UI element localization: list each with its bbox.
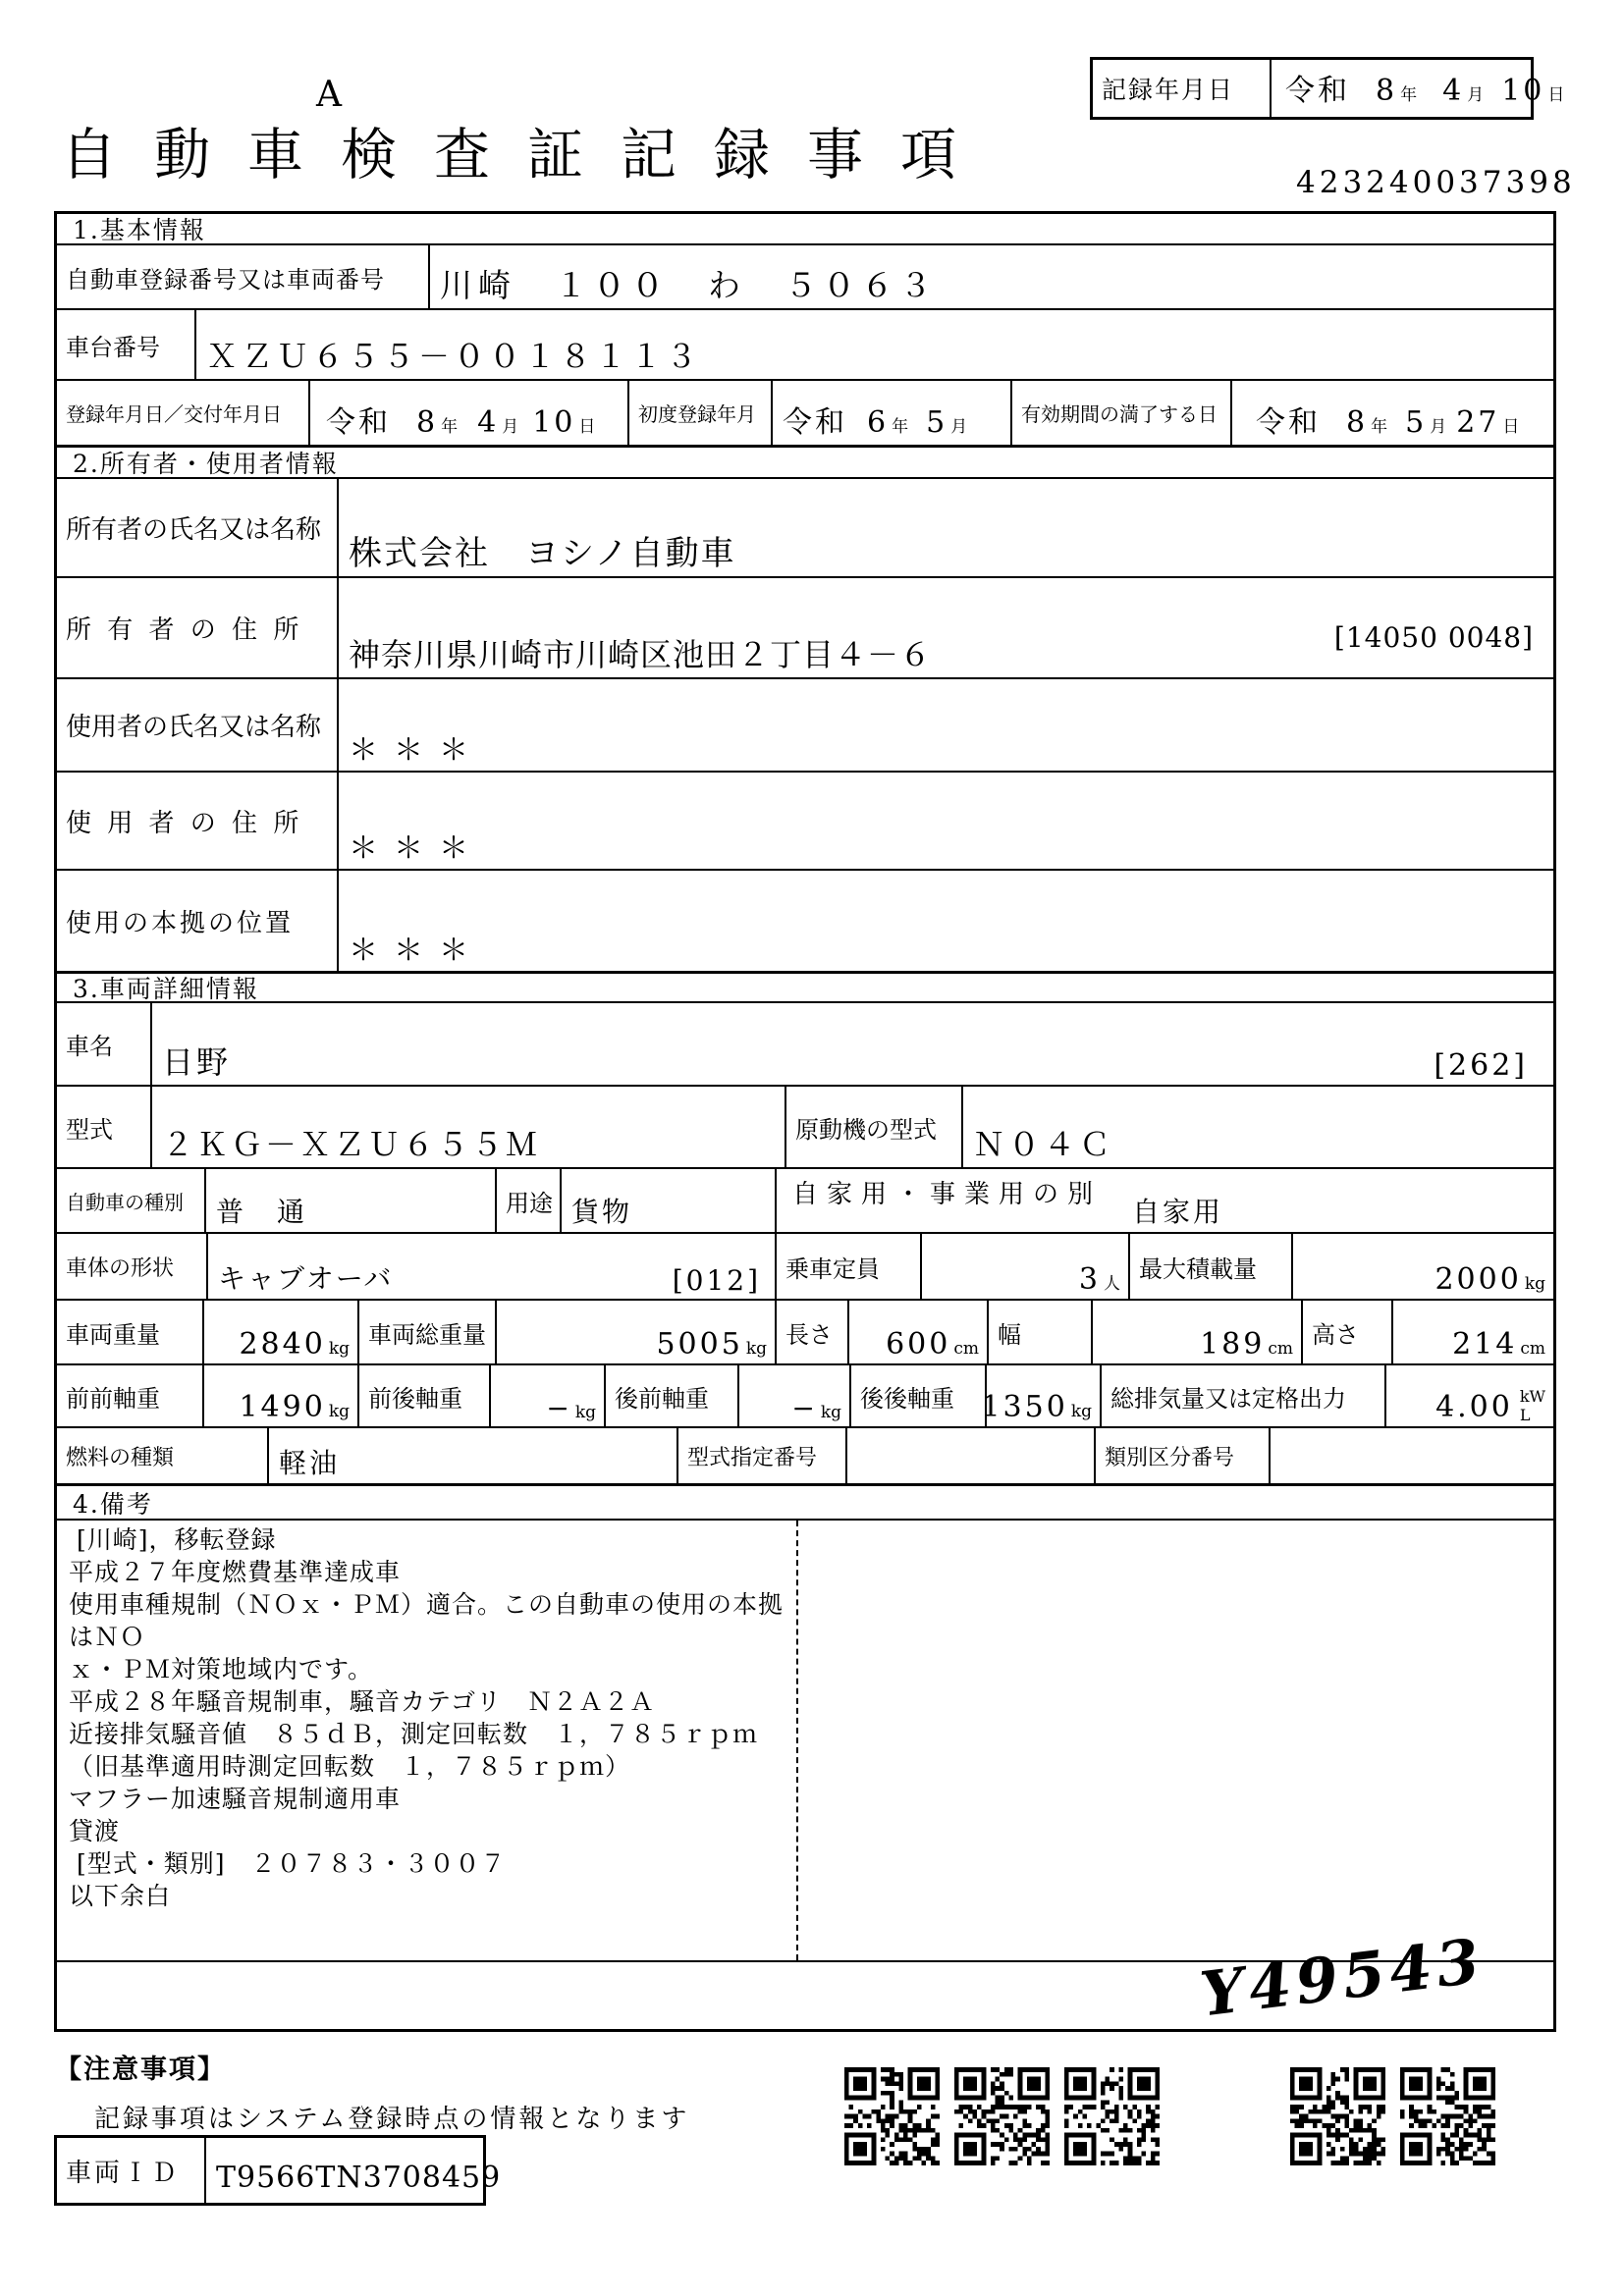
section-vehicle-title: 3.車両詳細情報 <box>57 974 1553 1003</box>
qr-code-group-left <box>844 2067 1160 2165</box>
remarks-line: 平成２８年騒音規制車，騒音カテゴリ Ｎ２Ａ２Ａ <box>69 1687 656 1716</box>
row-user-name <box>57 679 1553 773</box>
use-value: 貨物 <box>571 1196 633 1228</box>
height-label: 高さ <box>1303 1301 1393 1363</box>
owner-address-code: [14050 0048] <box>1333 621 1534 654</box>
body-shape-value: キャブオーバ <box>218 1262 394 1295</box>
row-dates <box>57 381 1553 445</box>
row-axle-weights <box>57 1365 1553 1428</box>
row-owner-name <box>57 479 1553 578</box>
row-fuel <box>57 1428 1553 1483</box>
plate-value: 川崎 １００ わ ５０６３ <box>440 266 938 304</box>
gross-weight-label: 車両総重量 <box>359 1301 497 1363</box>
row-owner-address <box>57 578 1553 679</box>
axle-fr-value: − kg <box>546 1392 596 1424</box>
page-marker: A <box>316 75 342 115</box>
chassis-value: ＸＺＵ６５５－００１８１１３ <box>206 338 702 375</box>
axle-rr-value: 1350 kg <box>981 1390 1092 1424</box>
displacement-label: 総排気量又は定格出力 <box>1102 1365 1386 1426</box>
remarks-line: ｘ・ＰＭ対策地域内です。 <box>69 1655 374 1683</box>
length-value: 600 cm <box>886 1327 979 1362</box>
body-shape-label: 車体の形状 <box>57 1234 208 1299</box>
private-business-value: 自家用 <box>1132 1196 1224 1228</box>
expiry-label: 有効期間の満了する日 <box>1012 381 1232 445</box>
certificate-form <box>54 211 1556 2032</box>
axle-rr-label: 後後軸重 <box>851 1365 987 1426</box>
axle-ff-label: 前前軸重 <box>57 1365 204 1426</box>
capacity-label: 乗車定員 <box>777 1234 922 1299</box>
vehicle-name-value: 日野 <box>162 1043 232 1081</box>
displacement-value: 4.00 kW L <box>1435 1387 1545 1424</box>
row-base-location <box>57 871 1553 971</box>
record-date-era: 令和 <box>1285 74 1350 108</box>
vehicle-id-label: 車両ＩＤ <box>57 2138 206 2203</box>
row-plate <box>57 245 1553 310</box>
qr-code <box>954 2067 1050 2165</box>
page-title: 自動車検査証記録事項 <box>61 123 994 187</box>
model-value: ２ＫＧ－ＸＺＵ６５５Ｍ <box>162 1126 541 1163</box>
row-model <box>57 1087 1553 1169</box>
expiry-value: 令和 8 年 5 月 27 日 <box>1256 405 1520 440</box>
record-date-month: 4 <box>1442 74 1465 108</box>
row-user-address <box>57 773 1553 871</box>
document-number: 423240037398 <box>1296 165 1576 200</box>
fuel-label: 燃料の種類 <box>57 1428 269 1483</box>
first-reg-value: 令和 6 年 5 月 <box>783 405 968 440</box>
model-label: 型式 <box>57 1087 152 1167</box>
qr-code <box>844 2067 940 2165</box>
record-date-box <box>1090 57 1565 120</box>
reg-date-label: 登録年月日／交付年月日 <box>57 381 310 445</box>
engine-model-value: Ｎ０４Ｃ <box>973 1126 1115 1163</box>
remarks-line: [川崎]，移転登録 <box>77 1525 277 1554</box>
row-weights-dimensions <box>57 1301 1553 1365</box>
record-date-value: 令和 8 年 4 月 10 日 <box>1285 74 1565 108</box>
section-remarks-title: 4.備考 <box>57 1486 1553 1521</box>
row-body-capacity <box>57 1234 1553 1301</box>
length-label: 長さ <box>777 1301 849 1363</box>
user-address-value: ＊＊＊ <box>349 831 484 866</box>
row-kind-use <box>57 1169 1553 1234</box>
height-value: 214 cm <box>1452 1327 1545 1362</box>
width-label: 幅 <box>989 1301 1093 1363</box>
engine-model-label: 原動機の型式 <box>786 1087 963 1167</box>
type-cert-label: 型式指定番号 <box>678 1428 847 1483</box>
remarks-line: （旧基準適用時測定回転数 １，７８５ｒｐｍ） <box>69 1752 631 1781</box>
notice-body: 記録事項はシステム登録時点の情報となります <box>94 2105 690 2134</box>
section-basic <box>57 214 1553 445</box>
capacity-value: 3 人 <box>1078 1262 1120 1297</box>
user-name-label: 使用者の氏名又は名称 <box>57 679 339 771</box>
section-remarks <box>57 1483 1553 2029</box>
record-date-year: 8 <box>1376 74 1398 108</box>
use-label: 用途 <box>497 1169 562 1232</box>
remarks-line: 貸渡 <box>69 1817 121 1845</box>
section-owner <box>57 445 1553 971</box>
row-vehicle-name <box>57 1003 1553 1087</box>
weight-label: 車両重量 <box>57 1301 204 1363</box>
payload-value: 2000 kg <box>1435 1262 1545 1297</box>
owner-name-value: 株式会社 ヨシノ自動車 <box>349 534 736 573</box>
axle-fr-label: 前後軸重 <box>359 1365 491 1426</box>
gross-weight-value: 5005 kg <box>656 1327 767 1362</box>
qr-code <box>1064 2067 1160 2165</box>
remarks-dashed-divider <box>796 1521 798 1960</box>
vehicle-id-box <box>54 2135 502 2206</box>
remarks-line: 以下余白 <box>69 1882 172 1910</box>
user-address-label: 使 用 者 の 住 所 <box>57 773 339 869</box>
handwritten-mark: Y49543 <box>1196 1924 1489 2031</box>
record-date-day: 10 <box>1501 74 1545 108</box>
section-vehicle <box>57 971 1553 1483</box>
reg-date-value: 令和 8 年 4 月 10 日 <box>326 405 596 440</box>
fuel-value: 軽油 <box>279 1447 341 1479</box>
vehicle-id-value: T9566TN3708459 <box>216 2161 502 2195</box>
remarks-text <box>69 1523 784 1912</box>
owner-address-label: 所 有 者 の 住 所 <box>57 578 339 677</box>
qr-code <box>1400 2067 1495 2165</box>
chassis-label: 車台番号 <box>57 310 196 379</box>
record-date-label: 記録年月日 <box>1093 60 1272 117</box>
axle-rf-label: 後前軸重 <box>606 1365 739 1426</box>
base-location-value: ＊＊＊ <box>349 934 484 968</box>
body-shape-code: [012] <box>672 1264 761 1297</box>
owner-address-value: 神奈川県川崎市川崎区池田２丁目４－６ <box>349 636 933 673</box>
kind-value: 普 通 <box>216 1196 308 1228</box>
section-owner-title: 2.所有者・使用者情報 <box>57 448 1553 479</box>
notice-heading: 【注意事項】 <box>55 2055 226 2085</box>
owner-name-label: 所有者の氏名又は名称 <box>57 479 339 576</box>
user-name-value: ＊＊＊ <box>349 733 484 768</box>
section-basic-title: 1.基本情報 <box>57 214 1553 245</box>
axle-rf-value: − kg <box>791 1392 841 1424</box>
weight-value: 2840 kg <box>239 1327 350 1362</box>
remarks-line: マフラー加速騒音規制適用車 <box>69 1785 402 1813</box>
qr-code <box>1290 2067 1385 2165</box>
vehicle-name-code: [262] <box>1434 1048 1528 1083</box>
vehicle-name-label: 車名 <box>57 1003 152 1085</box>
qr-code-group-right <box>1290 2067 1495 2165</box>
plate-label: 自動車登録番号又は車両番号 <box>57 245 430 308</box>
row-chassis <box>57 310 1553 381</box>
width-value: 189 cm <box>1200 1327 1293 1362</box>
payload-label: 最大積載量 <box>1130 1234 1293 1299</box>
remarks-line: 使用車種規制（ＮＯｘ・ＰＭ）適合。この自動車の使用の本拠はＮＯ <box>69 1590 785 1651</box>
kind-label: 自動車の種別 <box>57 1169 206 1232</box>
remarks-line: 平成２７年度燃費基準達成車 <box>69 1558 402 1586</box>
remarks-line: 近接排気騒音値 ８５ｄＢ，測定回転数 １，７８５ｒｐｍ <box>69 1720 759 1748</box>
remarks-line: [型式・類別] ２０７８３・３００７ <box>77 1849 507 1878</box>
axle-ff-value: 1490 kg <box>239 1390 350 1424</box>
base-location-label: 使用の本拠の位置 <box>57 871 339 971</box>
class-number-label: 類別区分番号 <box>1096 1428 1271 1483</box>
private-business-label: 自家用・事業用の別 <box>792 1180 1103 1209</box>
first-reg-label: 初度登録年月 <box>629 381 773 445</box>
